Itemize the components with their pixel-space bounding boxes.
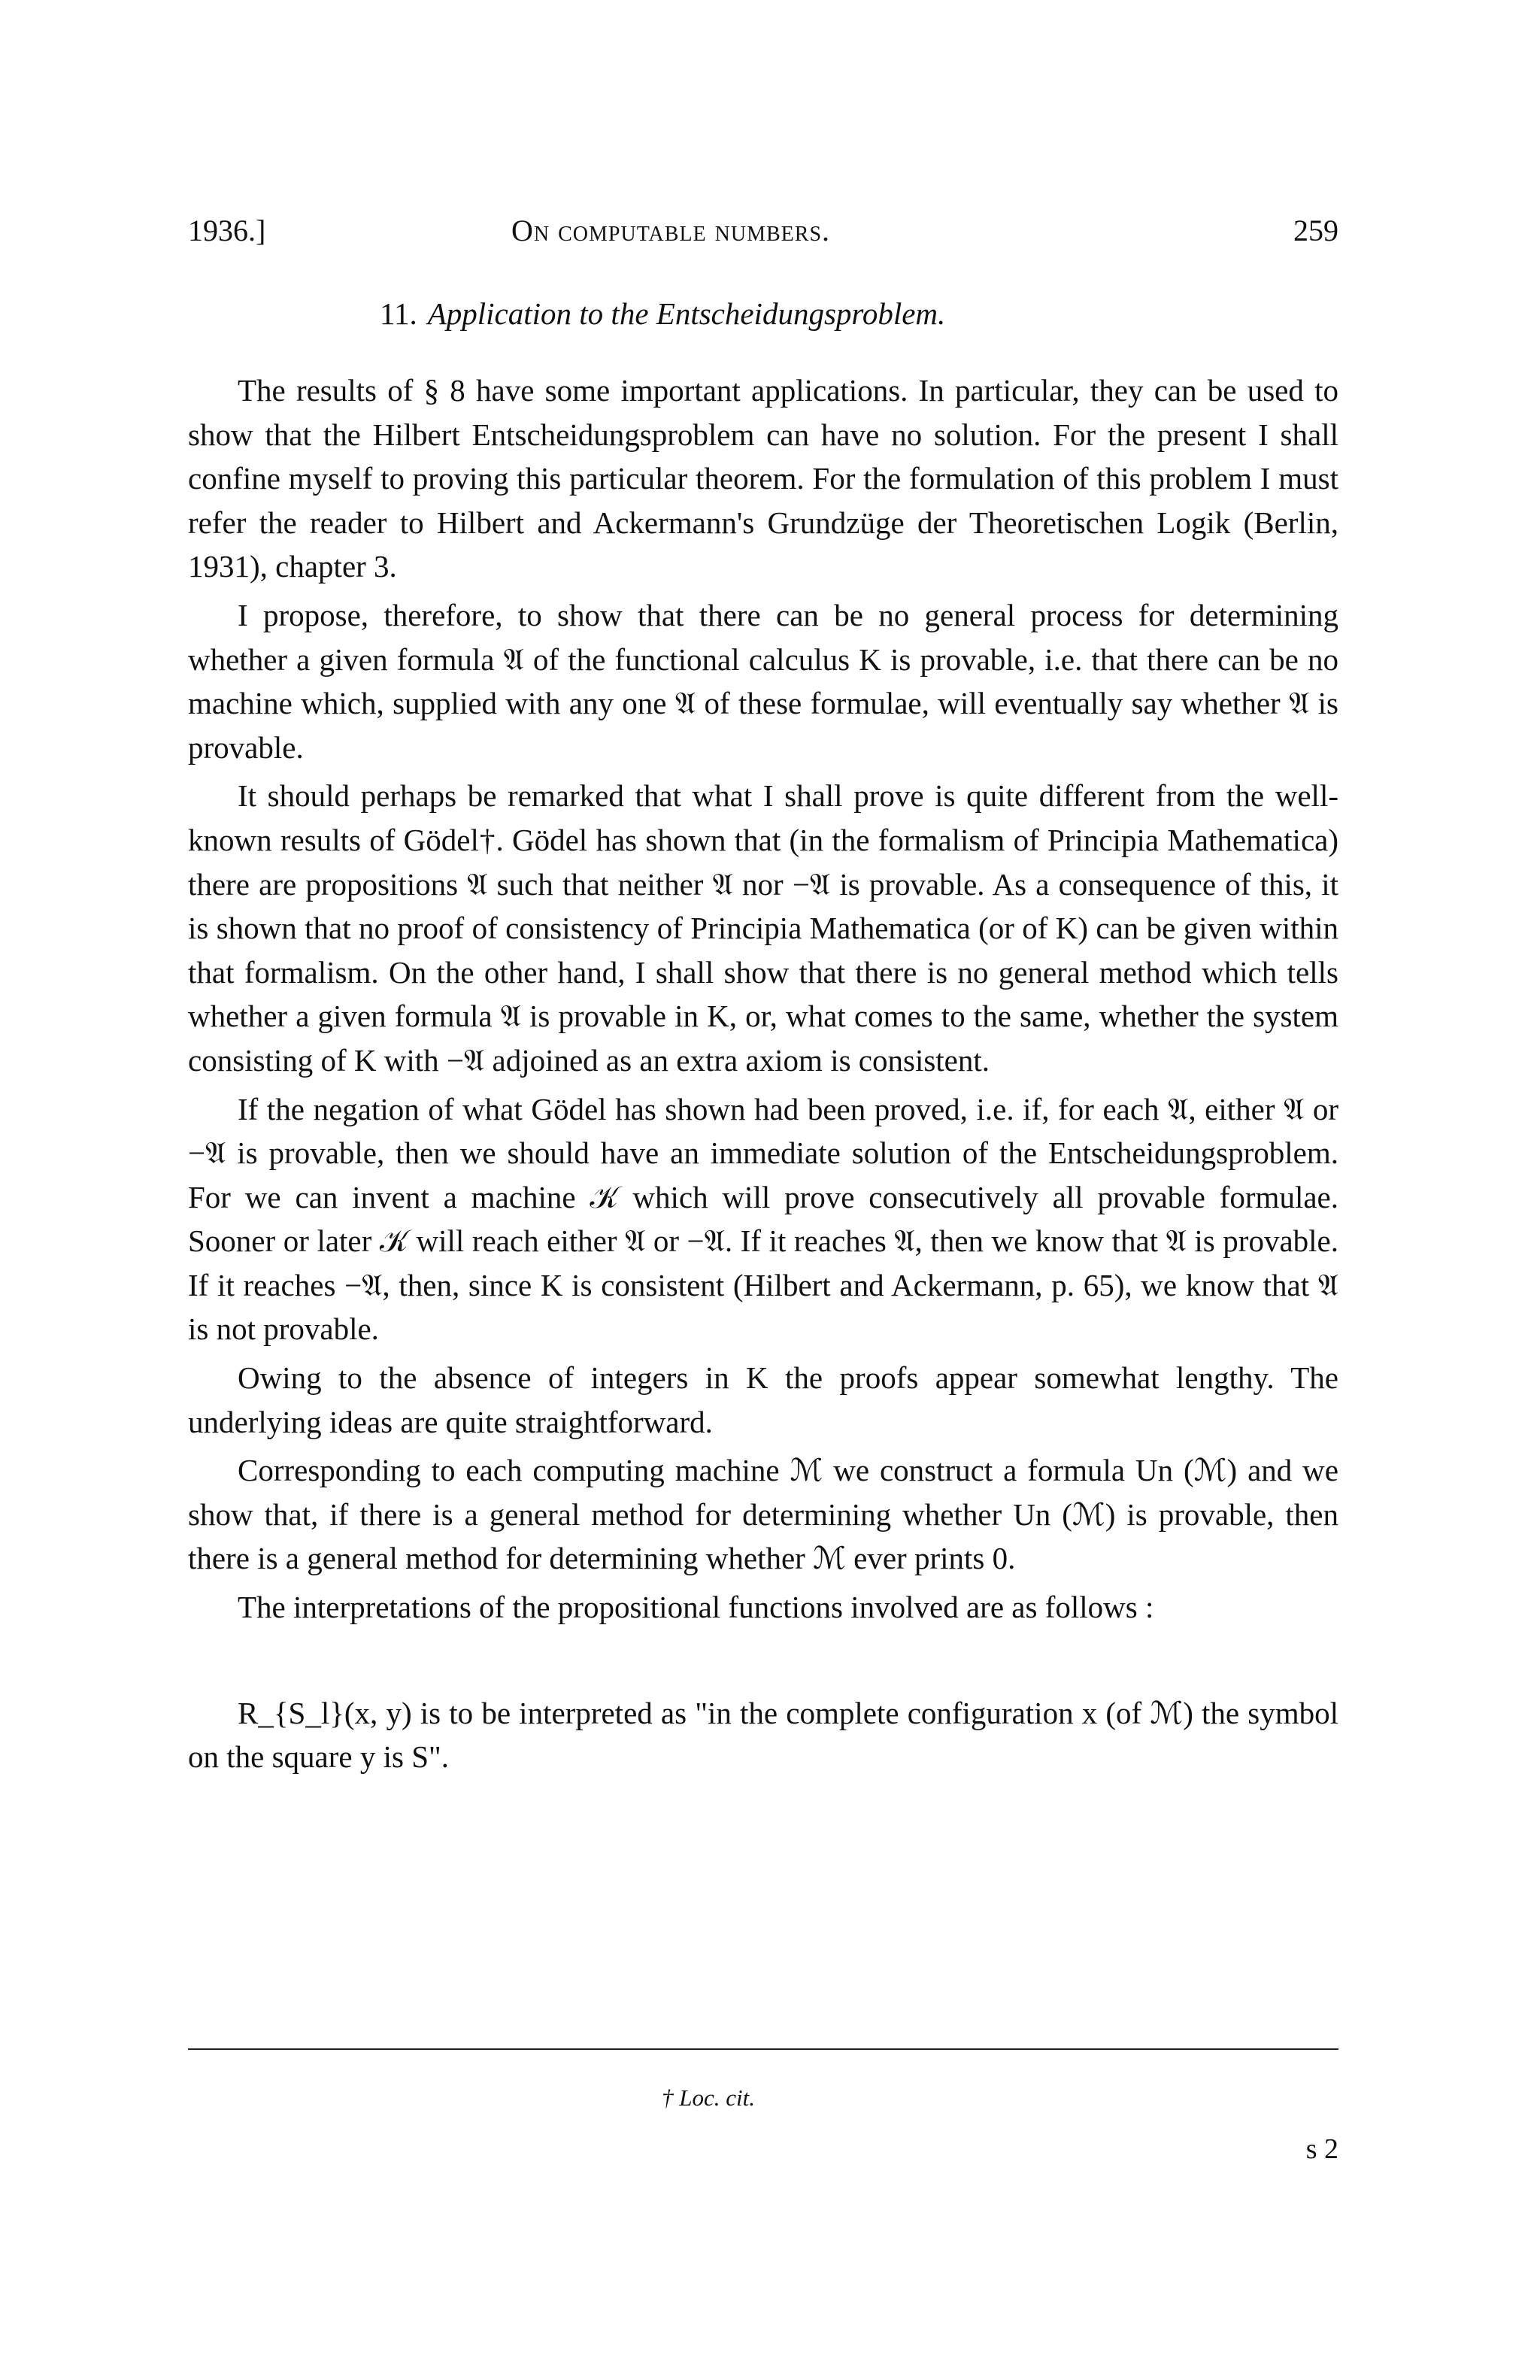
footnote: † Loc. cit. — [662, 2084, 755, 2111]
paragraph: Corresponding to each computing machine ℳ we construct a formula Un (ℳ) and we show that, if there is a general method for determining whether Un (ℳ) is provable, then there is a general method for determining whether ℳ ever prints 0. — [188, 1453, 1338, 1576]
section-number: 11. — [380, 296, 417, 331]
paragraph: If the negation of what Gödel has shown had been proved, i.e. if, for each 𝔄, either 𝔄 or −𝔄 is provable, then we should have an immediate solution of the Entscheidungsproblem. For we can invent a machine 𝒦 which will prove consecutively all provable formulae. Sooner or later 𝒦 will reach either 𝔄 or −𝔄. If it reaches 𝔄, then we know that 𝔄 is provable. If it reaches −𝔄, then, since K is consistent (Hilbert and Ackermann, p. 65), we know that 𝔄 is not provable. — [188, 1091, 1338, 1347]
section-heading — [380, 296, 945, 332]
paragraph: Owing to the absence of integers in K the proofs appear somewhat lengthy. The underlying ideas are quite straightforward. — [188, 1360, 1338, 1439]
section-title: Application to the Entscheidungsproblem. — [427, 296, 946, 331]
body-text — [188, 368, 1338, 1784]
paragraph: I propose, therefore, to show that there can be no general process for determining whether a given formula 𝔄 of the functional calculus K is provable, i.e. that there can be no machine which, supplied with any one 𝔄 of these formulae, will eventually say whether 𝔄 is provable. — [188, 597, 1338, 765]
definition-paragraph: R_{S_l}(x, y) is to be interpreted as "in the complete configuration x (of ℳ) the symbol on the square y is S". — [188, 1695, 1338, 1775]
header-page-number: 259 — [1293, 214, 1338, 247]
signature-mark: s 2 — [1305, 2133, 1338, 2165]
paragraph: The results of § 8 have some important applications. In particular, they can be used to show that the Hilbert Entscheidungsproblem can have no solution. For the present I shall confine myself to proving this particular theorem. For the formulation of this problem I must refer the reader to Hilbert and Ackermann's Grundzüge der Theoretischen Logik (Berlin, 1931), chapter 3. — [188, 373, 1338, 584]
footnote-rule — [188, 2048, 1338, 2050]
running-header — [188, 213, 1338, 250]
header-running-title: On computable numbers. — [511, 214, 831, 247]
paragraph: The interpretations of the propositional functions involved are as follows : — [238, 1590, 1154, 1625]
header-year: 1936.] — [188, 214, 266, 247]
paragraph: It should perhaps be remarked that what I shall prove is quite different from the well-known results of Gödel†. Gödel has shown that (in the formalism of Principia Mathematica) there are propositions 𝔄 such that neither 𝔄 nor −𝔄 is provable. As a consequence of this, it is shown that no proof of consistency of Principia Mathematica (or of K) can be given within that formalism. On the other hand, I shall show that there is no general method which tells whether a given formula 𝔄 is provable in K, or, what comes to the same, whether the system consisting of K with −𝔄 adjoined as an extra axiom is consistent. — [188, 778, 1338, 1078]
